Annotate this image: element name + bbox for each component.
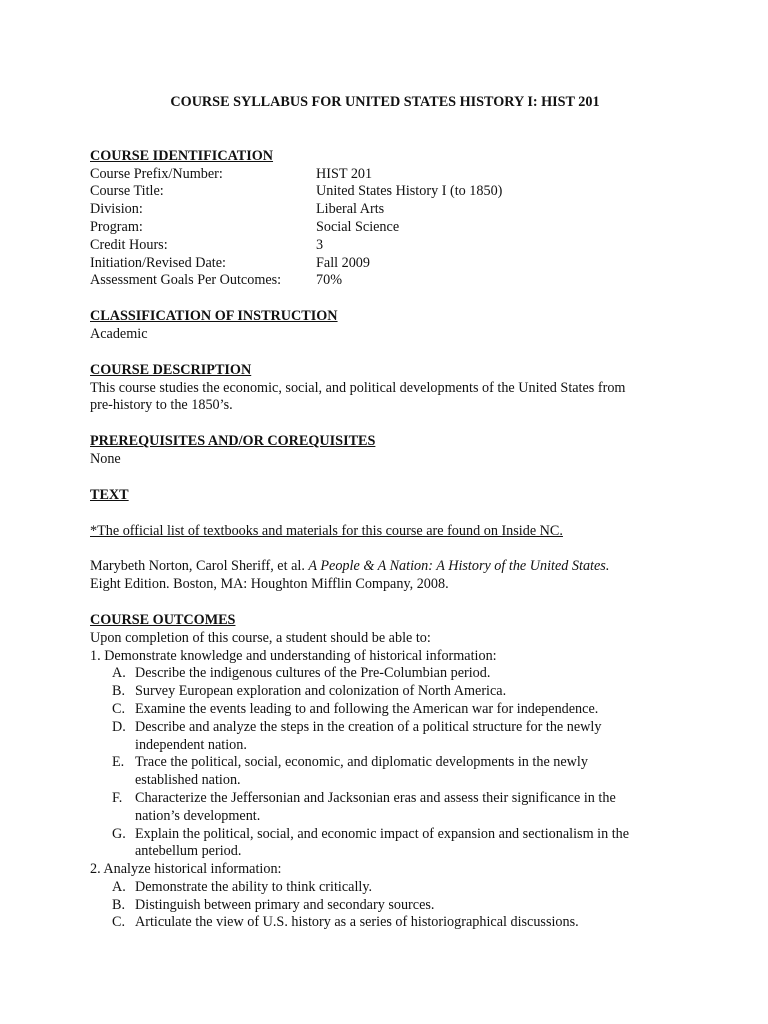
row-value: 3 xyxy=(316,236,324,253)
section-heading-outcomes: COURSE OUTCOMES xyxy=(90,611,236,628)
outcome-text: Examine the events leading to and following the American war for independence. xyxy=(135,700,599,717)
section-prerequisites xyxy=(90,433,680,469)
section-heading-classification: CLASSIFICATION OF INSTRUCTION xyxy=(90,308,338,325)
outcome-list xyxy=(90,879,680,932)
outcome-letter: E. xyxy=(112,754,125,771)
row-value: HIST 201 xyxy=(316,165,373,182)
row-value: Fall 2009 xyxy=(316,254,370,271)
identification-row xyxy=(90,237,502,255)
outcome-text: Trace the political, social, economic, and diplomatic developments in the newly xyxy=(135,754,588,771)
outcomes-intro: Upon completion of this course, a student should be able to: xyxy=(90,629,431,646)
outcome-group xyxy=(90,648,680,862)
identification-row xyxy=(90,219,502,237)
identification-row xyxy=(90,255,502,273)
outcome-list xyxy=(90,665,680,861)
citation-details: Eight Edition. Boston, MA: Houghton Mifflin Company, 2008. xyxy=(90,576,449,593)
row-label: Assessment Goals Per Outcomes: xyxy=(90,272,282,289)
identification-row xyxy=(90,201,502,219)
identification-table xyxy=(90,166,502,291)
row-label: Course Title: xyxy=(90,183,164,200)
outcome-text: Explain the political, social, and economic impact of expansion and sectionalism in the xyxy=(135,825,630,842)
citation-title: A People & A Nation: A History of the United States. xyxy=(308,558,610,575)
section-heading-description: COURSE DESCRIPTION xyxy=(90,361,252,378)
outcome-text: Survey European exploration and colonization of North America. xyxy=(135,683,507,700)
citation-authors: Marybeth Norton, Carol Sheriff, et al. xyxy=(90,558,309,575)
outcome-letter: D. xyxy=(112,718,126,735)
outcome-letter: G. xyxy=(112,825,126,842)
section-classification xyxy=(90,308,680,344)
classification-value: Academic xyxy=(90,325,148,342)
outcome-item xyxy=(90,826,680,862)
row-value: 70% xyxy=(316,272,343,289)
section-course-description xyxy=(90,362,680,415)
row-label: Credit Hours: xyxy=(90,236,168,253)
outcome-letter: B. xyxy=(112,896,126,913)
identification-row xyxy=(90,183,502,201)
outcome-text: Articulate the view of U.S. history as a series of historiographical discussions. xyxy=(135,914,579,931)
section-course-identification xyxy=(90,148,680,290)
outcome-item xyxy=(90,701,680,719)
outcome-item xyxy=(90,665,680,683)
identification-row xyxy=(90,166,502,184)
identification-row xyxy=(90,272,502,290)
syllabus-page xyxy=(90,94,680,932)
row-value: Liberal Arts xyxy=(316,201,385,218)
section-course-outcomes xyxy=(90,612,680,932)
textbook-citation xyxy=(90,558,680,576)
outcome-letter: C. xyxy=(112,914,126,931)
outcome-group-title: 2. Analyze historical information: xyxy=(90,861,282,878)
row-label: Division: xyxy=(90,201,143,218)
document-title: COURSE SYLLABUS FOR UNITED STATES HISTORY I: HIST 201 xyxy=(170,94,600,110)
outcome-item xyxy=(90,719,680,755)
outcome-text: Characterize the Jeffersonian and Jacksonian eras and assess their significance in the xyxy=(135,789,616,806)
outcome-text: Describe the indigenous cultures of the Pre-Columbian period. xyxy=(135,665,491,682)
outcome-text-continued: nation’s development. xyxy=(135,807,261,824)
section-heading-identification: COURSE IDENTIFICATION xyxy=(90,147,274,164)
description-line: pre-history to the 1850’s. xyxy=(90,397,233,414)
outcome-letter: F. xyxy=(112,789,123,806)
outcome-item xyxy=(90,754,680,790)
outcome-letter: C. xyxy=(112,700,126,717)
outcome-text-continued: independent nation. xyxy=(135,736,247,753)
row-value: United States History I (to 1850) xyxy=(316,183,503,200)
row-value: Social Science xyxy=(316,218,400,235)
outcome-item xyxy=(90,683,680,701)
outcome-text: Describe and analyze the steps in the creation of a political structure for the newly xyxy=(135,718,602,735)
row-label: Course Prefix/Number: xyxy=(90,165,223,182)
outcome-letter: B. xyxy=(112,683,126,700)
section-heading-prerequisites: PREREQUISITES AND/OR COREQUISITES xyxy=(90,433,376,450)
section-heading-text: TEXT xyxy=(90,486,129,503)
outcome-text-continued: established nation. xyxy=(135,772,241,789)
outcome-text-continued: antebellum period. xyxy=(135,843,242,860)
outcome-letter: A. xyxy=(112,878,126,895)
outcome-item xyxy=(90,790,680,826)
outcome-letter: A. xyxy=(112,665,126,682)
outcome-text: Demonstrate the ability to think critically. xyxy=(135,878,373,895)
outcome-item xyxy=(90,897,680,915)
row-label: Program: xyxy=(90,218,143,235)
outcome-item xyxy=(90,879,680,897)
row-label: Initiation/Revised Date: xyxy=(90,254,226,271)
textbook-notice: *The official list of textbooks and materials for this course are found on Inside NC. xyxy=(90,522,563,539)
outcome-text: Distinguish between primary and secondary sources. xyxy=(135,896,435,913)
outcome-group xyxy=(90,861,680,932)
outcome-item xyxy=(90,914,680,932)
prerequisites-value: None xyxy=(90,450,121,467)
section-text xyxy=(90,487,680,594)
outcome-group-title: 1. Demonstrate knowledge and understanding of historical information: xyxy=(90,647,497,664)
description-line: This course studies the economic, social, and political developments of the United States from xyxy=(90,379,626,396)
